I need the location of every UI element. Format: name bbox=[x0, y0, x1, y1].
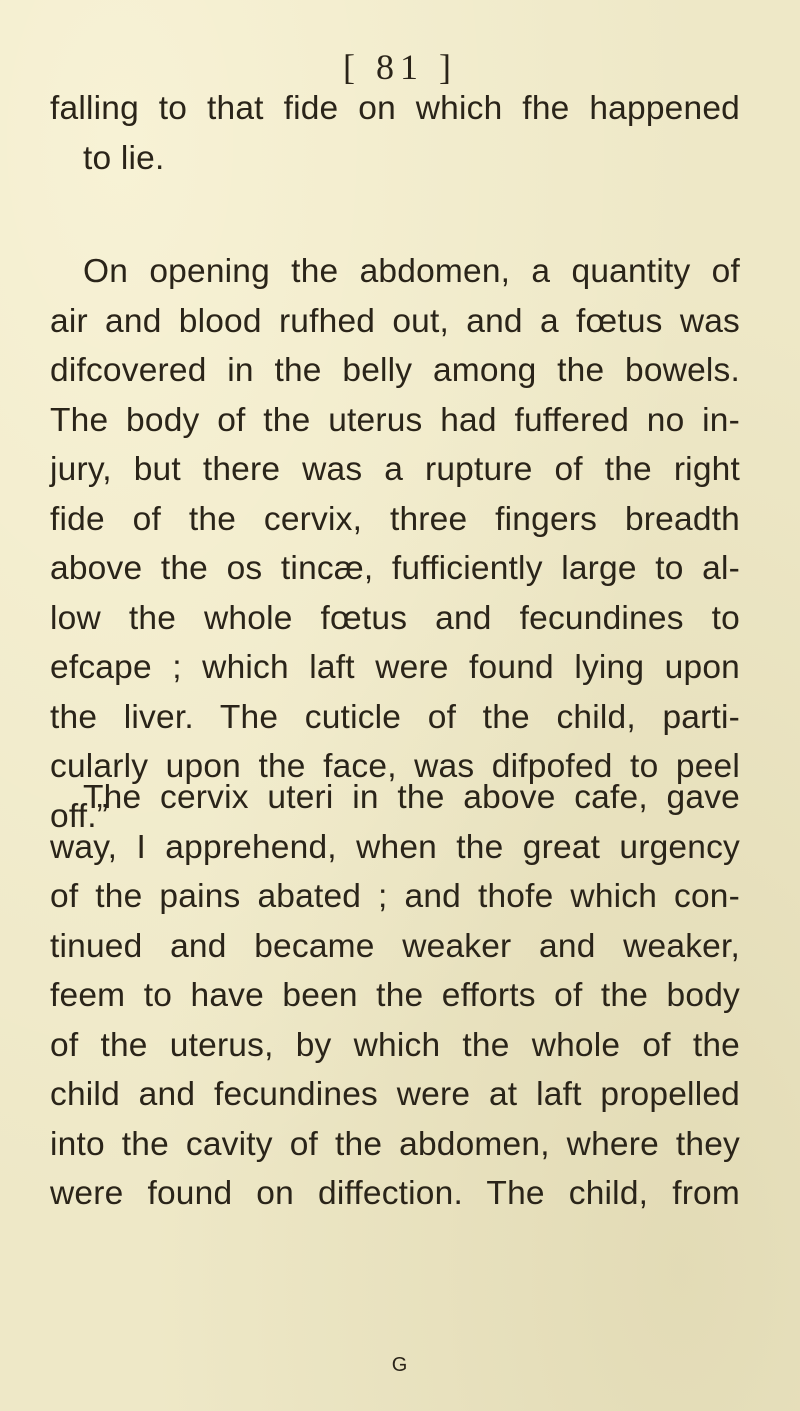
text-line: into the cavity of the abdomen, where they bbox=[50, 1125, 740, 1163]
paragraph-2 bbox=[50, 247, 740, 841]
text-line: fide of the cervix, three fingers breadth bbox=[50, 500, 740, 538]
text-line: child and fecundines were at laft propelled bbox=[50, 1076, 740, 1113]
page-number: [ 81 ] bbox=[343, 47, 457, 87]
text-line: air and blood rufhed out, and a fœtus was bbox=[50, 302, 740, 340]
text-line: feem to have been the efforts of the body bbox=[50, 977, 740, 1014]
paragraph-3 bbox=[50, 773, 740, 1219]
text-line: low the whole fœtus and fecundines to bbox=[50, 599, 740, 637]
text-line: of the uterus, by which the whole of the bbox=[50, 1026, 740, 1064]
text-line: The body of the uterus had fuffered no in- bbox=[50, 401, 740, 439]
text-line: cularly upon the face, was difpofed to peel bbox=[50, 748, 740, 785]
text-line: efcape ; which laft were found lying upon bbox=[50, 649, 740, 686]
text-line: falling to that fide on which fhe happened bbox=[50, 90, 740, 127]
text-line: to lie. bbox=[83, 139, 165, 177]
text-line: On opening the abdomen, a quantity of bbox=[83, 253, 740, 290]
text-line: difcovered in the belly among the bowels. bbox=[50, 352, 740, 389]
signature-mark: G bbox=[391, 1354, 409, 1376]
text-line: above the os tincæ, fufficiently large to al- bbox=[50, 550, 740, 587]
text-line: the liver. The cuticle of the child, parti- bbox=[50, 698, 740, 736]
text-line: The cervix uteri in the above cafe, gave bbox=[83, 779, 740, 816]
text-line: jury, but there was a rupture of the right bbox=[50, 451, 740, 488]
text-line: way, I apprehend, when the great urgency bbox=[50, 828, 740, 866]
text-line: were found on diffection. The child, from bbox=[50, 1175, 740, 1212]
text-line: tinued and became weaker and weaker, bbox=[50, 927, 740, 965]
text-line: of the pains abated ; and thofe which con- bbox=[50, 878, 740, 915]
paragraph-1 bbox=[50, 84, 740, 183]
text-line: off.” bbox=[50, 797, 109, 835]
